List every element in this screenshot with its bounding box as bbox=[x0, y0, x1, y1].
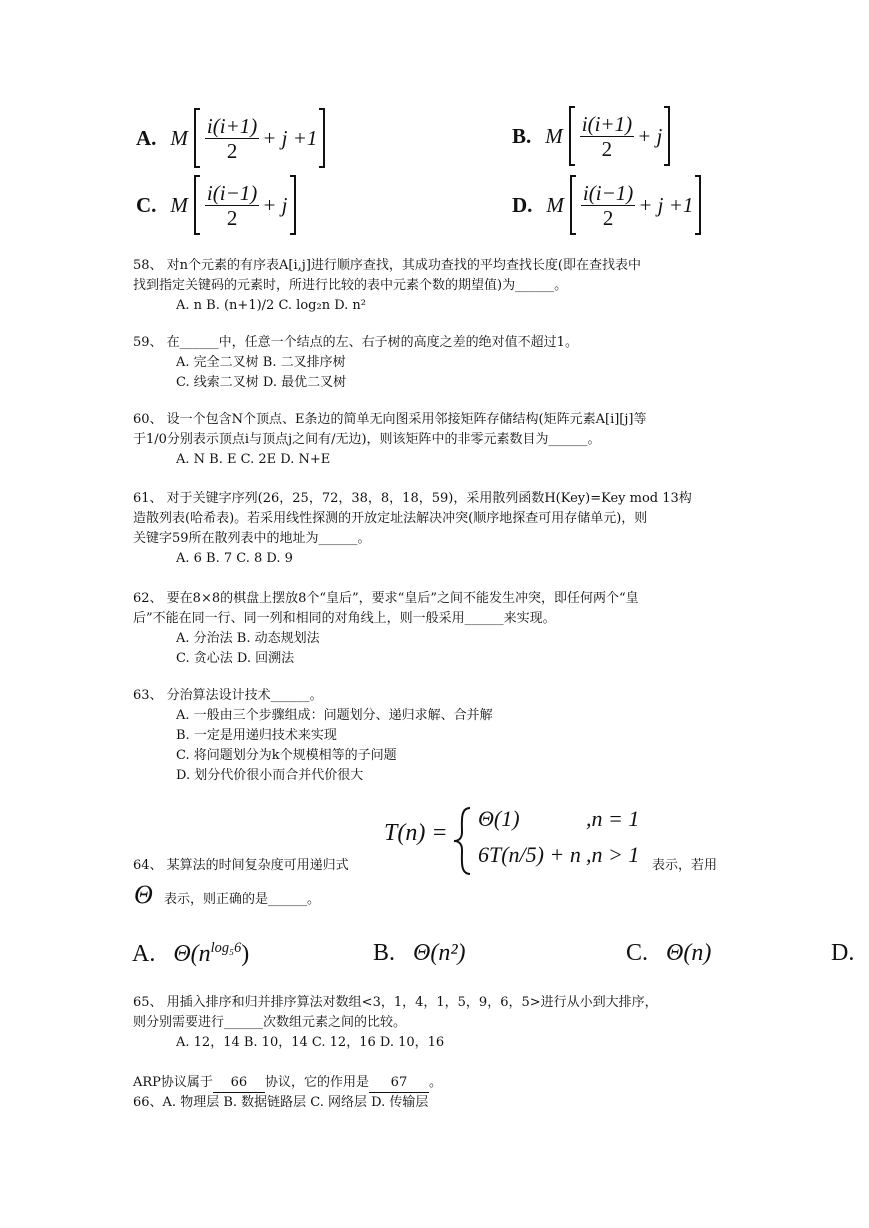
fraction-denominator: 2 bbox=[226, 205, 238, 230]
fraction-numerator: i(i−1) bbox=[206, 180, 258, 205]
q61-stem-line2: 造散列表(哈希表)。若采用线性探测的开放定址法解决冲突(顺序地探查可用存储单元)，则 bbox=[133, 511, 648, 526]
fraction-numerator: i(i−1) bbox=[582, 180, 634, 205]
q62-stem-line2: 后”不能在同一行、同一列和相同的对角线上，则一般采用______来实现。 bbox=[133, 611, 556, 626]
q64-stem-line2: 表示，则正确的是______。 bbox=[164, 892, 321, 907]
expression-tail: + j bbox=[262, 192, 288, 217]
q59-options-row1: A. 完全二叉树 B. 二叉排序树 bbox=[176, 355, 346, 370]
option-label: B. bbox=[373, 940, 396, 966]
q61-options: A. 6 B. 7 C. 8 D. 9 bbox=[176, 551, 293, 566]
option-label: C. bbox=[626, 940, 649, 966]
q63-option-c: C. 将问题划分为k个规模相等的子问题 bbox=[176, 748, 397, 763]
option-label: A. bbox=[132, 941, 156, 967]
q63-option-d: D. 划分代价很小而合并代价很大 bbox=[176, 768, 364, 783]
fraction-numerator: i(i+1) bbox=[206, 113, 258, 138]
expression-tail: + j bbox=[637, 123, 663, 148]
theta-symbol: Θ bbox=[134, 880, 153, 909]
q59-stem: 59、 在______中，任意一个结点的左、右子树的高度之差的绝对值不超过1。 bbox=[133, 335, 578, 350]
q57-option-c bbox=[136, 175, 296, 235]
q64-stem-suffix: 表示，若用 bbox=[652, 858, 718, 873]
bracket-expression bbox=[570, 175, 702, 235]
blank-67: 67 bbox=[369, 1073, 429, 1093]
q64-option-a: A. $\Theta(n^{log_56})$ bbox=[132, 940, 250, 967]
fraction-denominator: 2 bbox=[226, 138, 238, 163]
option-label: B. bbox=[512, 123, 532, 148]
q60-stem-line1: 60、 设一个包含N个顶点、E条边的简单无向图采用邻接矩阵存储结构(矩阵元素A[i][j]等 bbox=[133, 412, 647, 427]
arp-text-pre: ARP协议属于 bbox=[133, 1075, 213, 1090]
fraction-denominator: 2 bbox=[602, 205, 614, 230]
option-label: C. bbox=[136, 192, 157, 217]
bracket-expression bbox=[194, 175, 296, 235]
option-label: D. bbox=[512, 192, 533, 217]
q64-option-b bbox=[373, 940, 466, 967]
matrix-symbol: M bbox=[546, 192, 564, 217]
blank-66: 66 bbox=[213, 1073, 265, 1093]
arp-question bbox=[133, 1073, 442, 1093]
q65-stem-line2: 则分别需要进行______次数组元素之间的比较。 bbox=[133, 1015, 407, 1030]
option-expression: Θ(n²) bbox=[413, 940, 466, 966]
q65-stem-line1: 65、 用插入排序和归并排序算法对数组<3，1，4，1，5，9，6，5>进行从小到大排序， bbox=[133, 995, 658, 1010]
recurrence-cond2: ,n > 1 bbox=[586, 842, 640, 867]
q61-stem-line1: 61、 对于关键字序列(26，25，72，38，8，18，59)，采用散列函数H(Key)=Key mod 13构 bbox=[133, 491, 692, 506]
matrix-symbol: M bbox=[170, 125, 188, 150]
option-expression: Θ(n) bbox=[666, 940, 712, 966]
q63-option-b: B. 一定是用递归技术来实现 bbox=[176, 728, 337, 743]
expression-tail: + j +1 bbox=[638, 192, 694, 217]
option-label: A. bbox=[136, 125, 157, 150]
arp-text-post: 。 bbox=[428, 1075, 442, 1090]
q62-stem-line1: 62、 要在8×8的棋盘上摆放8个“皇后”，要求“皇后”之间不能发生冲突，即任何两个“皇 bbox=[133, 591, 639, 606]
recurrence-t: T(n) = bbox=[384, 820, 448, 846]
q65-options: A. 12，14 B. 10，14 C. 12，16 D. 10，16 bbox=[176, 1035, 445, 1050]
option-label: D. bbox=[831, 940, 855, 966]
q64-stem-prefix: 64、 某算法的时间复杂度可用递归式 bbox=[133, 858, 349, 873]
recurrence-case2: 6T(n/5) + n bbox=[478, 842, 581, 867]
bracket-expression bbox=[569, 106, 671, 166]
q60-stem-line2: 于1/0分别表示顶点i与顶点j之间有/无边)，则该矩阵中的非零元素数目为______。 bbox=[133, 432, 601, 447]
q62-options-row2: C. 贪心法 D. 回溯法 bbox=[176, 651, 295, 666]
expression-tail: + j +1 bbox=[262, 125, 318, 150]
q57-option-b bbox=[512, 106, 670, 166]
left-brace-icon bbox=[452, 806, 474, 876]
recurrence-cond1: ,n = 1 bbox=[586, 806, 640, 831]
fraction-denominator: 2 bbox=[601, 136, 613, 161]
q57-option-a bbox=[136, 108, 325, 168]
matrix-symbol: M bbox=[545, 123, 563, 148]
q57-option-d bbox=[512, 175, 701, 235]
q59-options-row2: C. 线索二叉树 D. 最优二叉树 bbox=[176, 375, 347, 390]
option-exponent: log₅6 bbox=[210, 940, 242, 956]
q58-options: A. n B. (n+1)/2 C. log₂n D. n² bbox=[176, 298, 367, 313]
option-expression: Θ(n bbox=[173, 941, 211, 967]
q60-options: A. N B. E C. 2E D. N+E bbox=[176, 452, 331, 467]
q66-options: 66、A. 物理层 B. 数据链路层 C. 网络层 D. 传输层 bbox=[133, 1095, 429, 1110]
q63-option-a: A. 一般由三个步骤组成：问题划分、递归求解、合并解 bbox=[176, 708, 493, 723]
arp-text-mid: 协议，它的作用是 bbox=[264, 1075, 369, 1090]
q58-stem-line2: 找到指定关键码的元素时，所进行比较的表中元素个数的期望值)为______。 bbox=[133, 278, 568, 293]
recurrence-case1: Θ(1) bbox=[478, 806, 520, 831]
matrix-symbol: M bbox=[170, 192, 188, 217]
q61-stem-line3: 关键字59所在散列表中的地址为______。 bbox=[133, 531, 371, 546]
fraction-numerator: i(i+1) bbox=[581, 111, 633, 136]
q64-option-d bbox=[831, 940, 854, 967]
q63-stem: 63、 分治算法设计技术______。 bbox=[133, 688, 323, 703]
q62-options-row1: A. 分治法 B. 动态规划法 bbox=[176, 631, 320, 646]
bracket-expression bbox=[194, 108, 326, 168]
q64-option-c bbox=[626, 940, 711, 967]
recurrence-lhs bbox=[384, 820, 448, 847]
q58-stem-line1: 58、 对n个元素的有序表A[i,j]进行顺序查找，其成功查找的平均查找长度(即在查找表中 bbox=[133, 258, 641, 273]
